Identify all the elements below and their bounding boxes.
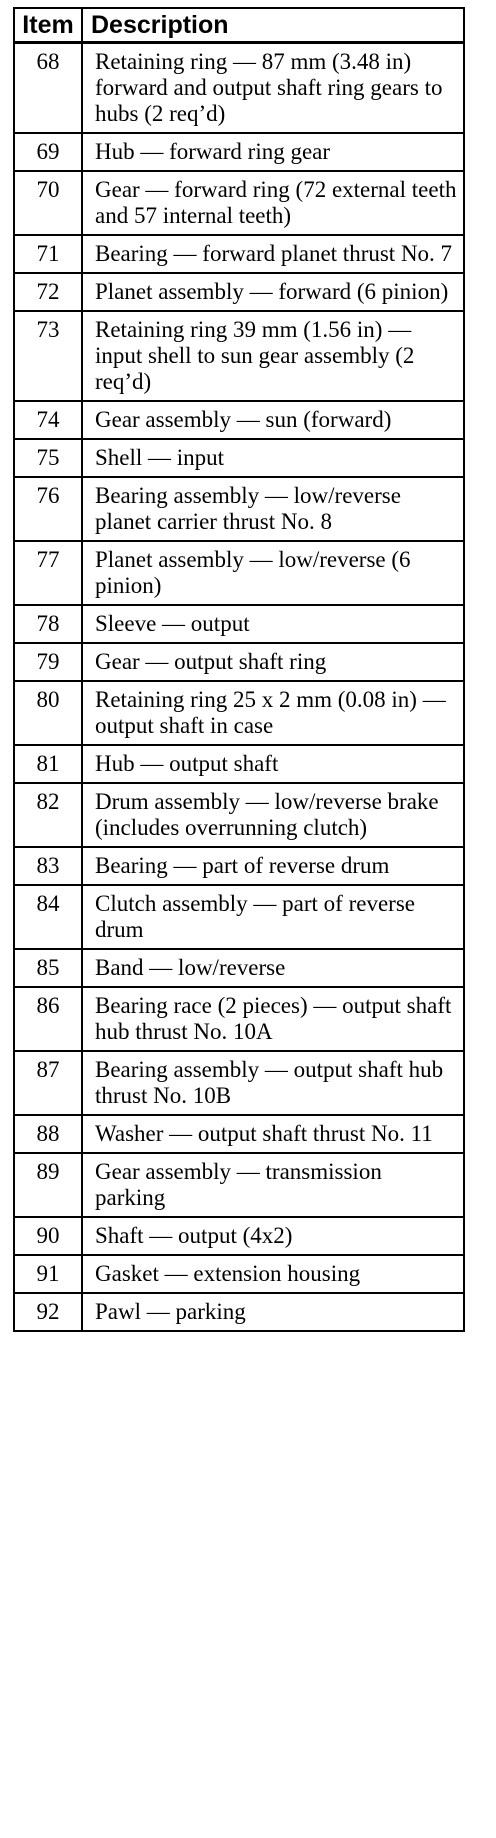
- table-row: [14, 885, 464, 949]
- item-description: Pawl — parking: [82, 1293, 464, 1331]
- item-description: Gear — forward ring (72 external teeth and 57 internal teeth): [82, 171, 464, 235]
- item-number: 68: [14, 43, 82, 134]
- item-description: Planet assembly — forward (6 pinion): [82, 273, 464, 311]
- item-description: Retaining ring 39 mm (1.56 in) — input shell to sun gear assembly (2 req’d): [82, 311, 464, 401]
- table-row: [14, 681, 464, 745]
- table-row: [14, 949, 464, 987]
- item-description: Retaining ring 25 x 2 mm (0.08 in) — output shaft in case: [82, 681, 464, 745]
- table-row: [14, 987, 464, 1051]
- table-row: [14, 171, 464, 235]
- item-number: 73: [14, 311, 82, 401]
- description-column-header: Description: [82, 8, 464, 43]
- item-number: 76: [14, 477, 82, 541]
- item-description: Bearing — forward planet thrust No. 7: [82, 235, 464, 273]
- table-row: [14, 1115, 464, 1153]
- table-row: [14, 273, 464, 311]
- item-column-header: Item: [14, 8, 82, 43]
- item-description: Shell — input: [82, 439, 464, 477]
- table-row: [14, 541, 464, 605]
- header-row: [14, 8, 464, 43]
- table-row: [14, 477, 464, 541]
- parts-table: [13, 7, 465, 1332]
- table-row: [14, 439, 464, 477]
- item-number: 78: [14, 605, 82, 643]
- item-number: 92: [14, 1293, 82, 1331]
- table-row: [14, 1255, 464, 1293]
- item-description: Clutch assembly — part of reverse drum: [82, 885, 464, 949]
- item-description: Hub — output shaft: [82, 745, 464, 783]
- item-description: Bearing race (2 pieces) — output shaft hub thrust No. 10A: [82, 987, 464, 1051]
- table-row: [14, 1153, 464, 1217]
- table-row: [14, 235, 464, 273]
- item-number: 69: [14, 133, 82, 171]
- item-description: Bearing assembly — low/reverse planet carrier thrust No. 8: [82, 477, 464, 541]
- item-number: 74: [14, 401, 82, 439]
- table-row: [14, 847, 464, 885]
- item-description: Bearing — part of reverse drum: [82, 847, 464, 885]
- table-row: [14, 1051, 464, 1115]
- item-number: 79: [14, 643, 82, 681]
- item-description: Drum assembly — low/reverse brake (includes overrunning clutch): [82, 783, 464, 847]
- item-description: Gear assembly — sun (forward): [82, 401, 464, 439]
- table-row: [14, 643, 464, 681]
- item-description: Band — low/reverse: [82, 949, 464, 987]
- table-row: [14, 401, 464, 439]
- item-number: 87: [14, 1051, 82, 1115]
- item-description: Gasket — extension housing: [82, 1255, 464, 1293]
- item-number: 70: [14, 171, 82, 235]
- item-description: Washer — output shaft thrust No. 11: [82, 1115, 464, 1153]
- table-row: [14, 43, 464, 134]
- item-number: 75: [14, 439, 82, 477]
- item-number: 85: [14, 949, 82, 987]
- table-row: [14, 605, 464, 643]
- item-description: Retaining ring — 87 mm (3.48 in) forward and output shaft ring gears to hubs (2 req’d): [82, 43, 464, 134]
- item-number: 81: [14, 745, 82, 783]
- item-number: 82: [14, 783, 82, 847]
- item-number: 84: [14, 885, 82, 949]
- item-description: Shaft — output (4x2): [82, 1217, 464, 1255]
- item-number: 86: [14, 987, 82, 1051]
- item-description: Planet assembly — low/reverse (6 pinion): [82, 541, 464, 605]
- item-number: 91: [14, 1255, 82, 1293]
- table-row: [14, 311, 464, 401]
- item-number: 88: [14, 1115, 82, 1153]
- item-number: 83: [14, 847, 82, 885]
- item-number: 89: [14, 1153, 82, 1217]
- item-number: 72: [14, 273, 82, 311]
- table-row: [14, 1293, 464, 1331]
- item-description: Gear — output shaft ring: [82, 643, 464, 681]
- item-number: 77: [14, 541, 82, 605]
- table-row: [14, 133, 464, 171]
- item-description: Gear assembly — transmission parking: [82, 1153, 464, 1217]
- item-number: 90: [14, 1217, 82, 1255]
- table-row: [14, 1217, 464, 1255]
- item-description: Hub — forward ring gear: [82, 133, 464, 171]
- item-number: 80: [14, 681, 82, 745]
- table-row: [14, 783, 464, 847]
- table-row: [14, 745, 464, 783]
- item-description: Bearing assembly — output shaft hub thrust No. 10B: [82, 1051, 464, 1115]
- item-number: 71: [14, 235, 82, 273]
- item-description: Sleeve — output: [82, 605, 464, 643]
